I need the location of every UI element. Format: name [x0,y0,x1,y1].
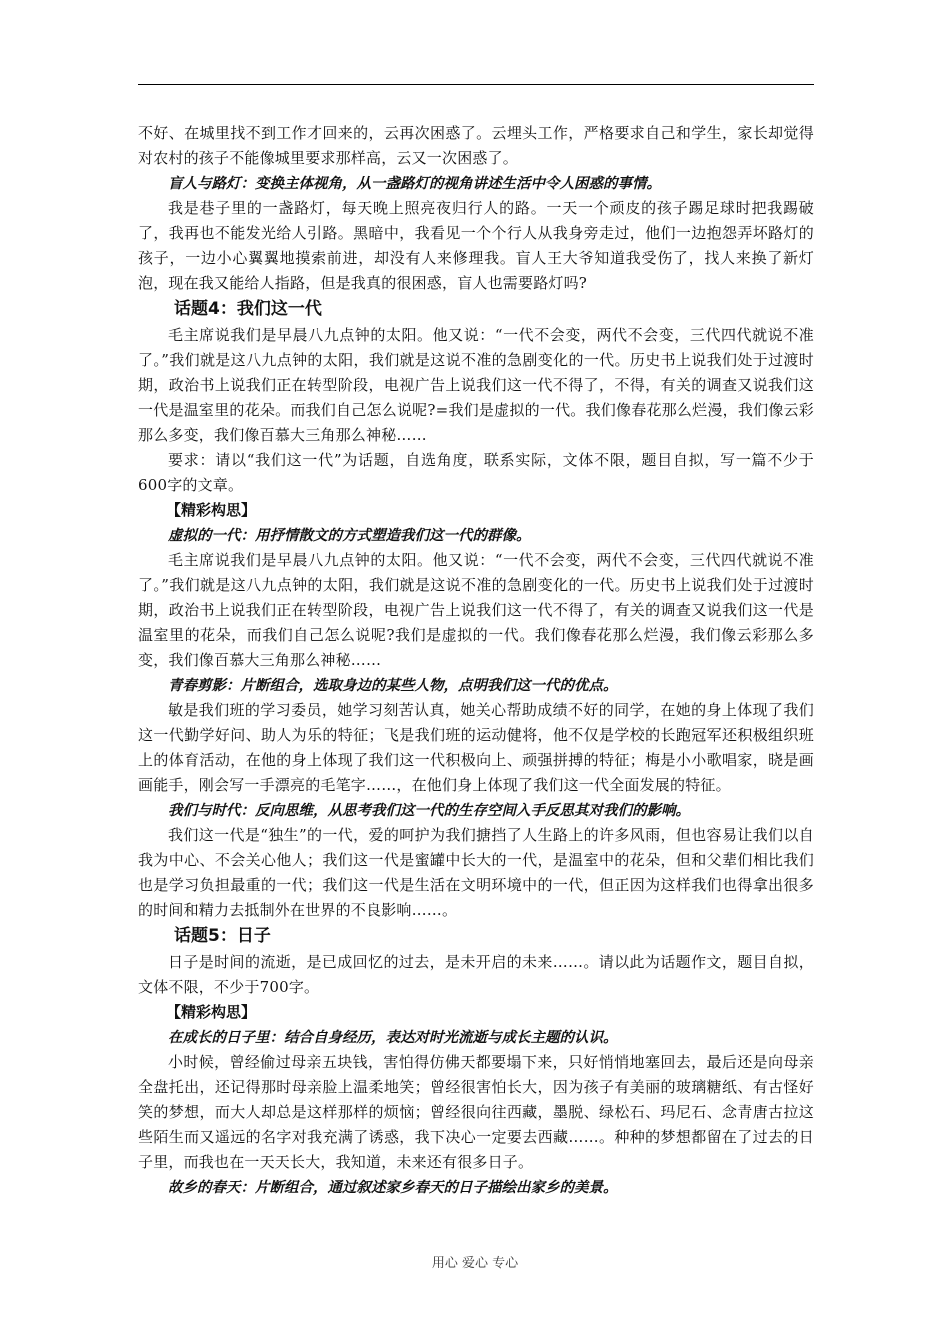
topic-5-heading: 话题5：日子 [174,926,271,946]
subheading-growing-days: 在成长的日子里：结合自身经历，表达对时光流逝与成长主题的认识。 [168,1029,618,1046]
page-body [138,121,814,1200]
paragraph-continuation: 不好、在城里找不到工作才回来的，云再次困惑了。云埋头工作，严格要求自己和学生，家长却觉得对农村的孩子不能像城里要求那样高，云又一次困惑了。 [138,124,814,167]
subheading-us-and-era: 我们与时代：反向思维，从思考我们这一代的生存空间入手反思其对我们的影响。 [168,802,690,819]
paragraph-growing-days: 小时候，曾经偷过母亲五块钱，害怕得仿佛天都要塌下来，只好悄悄地塞回去，最后还是向母亲全盘托出，还记得那时母亲脸上温柔地笑；曾经很害怕长大，因为孩子有美丽的玻璃糖纸、有古怪好笑的梦想，而大人却总是这样那样的烦恼；曾经很向往西藏，墨脱、绿松石、玛尼石、念青唐古拉这些陌生而又遥远的名字对我充满了诱惑，我下决心一定要去西藏……。种种的梦想都留在了过去的日子里，而我也在一天天长大，我知道，未来还有很多日子。 [138,1053,814,1171]
paragraph-topic5-intro: 日子是时间的流逝，是已成回忆的过去，是未开启的未来……。请以此为话题作文，题目自拟，文体不限，不少于700字。 [138,953,814,996]
paragraph-youth-silhouettes: 敏是我们班的学习委员，她学习刻苦认真，她关心帮助成绩不好的同学，在她的身上体现了我们这一代勤学好问、助人为乐的特征；飞是我们班的运动健将，他不仅是学校的长跑冠军还积极组织班上的体育活动，在他的身上体现了我们这一代积极向上、顽强拼搏的特征；梅是小小歌唱家，晓是画画能手，刚会写一手漂亮的毛笔字……，在他们身上体现了我们这一代全面发展的特征。 [138,701,814,794]
subheading-blind-and-streetlight: 盲人与路灯：变换主体视角，从一盏路灯的视角讲述生活中令人困惑的事情。 [168,175,661,192]
topic-4-heading: 话题4：我们这一代 [174,299,322,319]
subheading-youth-silhouettes: 青春剪影：片断组合，选取身边的某些人物，点明我们这一代的优点。 [168,677,618,694]
subheading-virtual-generation: 虚拟的一代：用抒情散文的方式塑造我们这一代的群像。 [168,527,531,544]
paragraph-topic4-intro: 毛主席说我们是早晨八九点钟的太阳。他又说：“一代不会变，两代不会变，三代四代就说不准了。”我们就是这八九点钟的太阳，我们就是这说不准的急剧变化的一代。历史书上说我们处于过渡时期，政治书上说我们正在转型阶段，电视广告上说我们这一代不得了，不得，有关的调查又说我们这一代是温室里的花朵。而我们自己怎么说呢?=我们是虚拟的一代。我们像春花那么烂漫，我们像云彩那么多变，我们像百慕大三角那么神秘…… [138,326,814,444]
subheading-hometown-spring: 故乡的春天：片断组合，通过叙述家乡春天的日子描绘出家乡的美景。 [168,1179,618,1196]
header-rule [138,84,814,85]
paragraph-us-and-era: 我们这一代是“独生”的一代，爱的呵护为我们搪挡了人生路上的许多风雨，但也容易让我们以自我为中心、不会关心他人；我们这一代是蜜罐中长大的一代，是温室中的花朵，但和父辈们相比我们也是学习负担最重的一代；我们这一代是生活在文明环境中的一代，但正因为这样我们也得拿出很多的时间和精力去抵制外在世界的不良影响……。 [138,826,814,919]
page-footer: 用心 爱心 专心 [431,1256,519,1271]
paragraph-virtual-generation: 毛主席说我们是早晨八九点钟的太阳。他又说：“一代不会变，两代不会变，三代四代就说不准了。”我们就是这八九点钟的太阳，我们就是这说不准的急剧变化的一代。历史书上说我们处于过渡时期，政治书上说我们正在转型阶段，电视广告上说我们这一代不得了，有关的调查又说我们这一代是温室里的花朵，而我们自己怎么说呢?我们是虚拟的一代。我们像春花那么烂漫，我们像云彩那么多变，我们像百慕大三角那么神秘…… [138,551,814,669]
paragraph-topic4-requirement: 要求：请以“我们这一代”为话题，自选角度，联系实际，文体不限，题目自拟，写一篇不少于600字的文章。 [138,451,814,494]
paragraph-streetlight: 我是巷子里的一盏路灯，每天晚上照亮夜归行人的路。一天一个顽皮的孩子踢足球时把我踢破了，我再也不能发光给人引路。黑暗中，我看见一个个行人从我身旁走过，他们一边抱怨弄坏路灯的孩子，一边小心翼翼地摸索前进，却没有人来修理我。盲人王大爷知道我受伤了，找人来换了新灯泡，现在我又能给人指路，但是我真的很困惑，盲人也需要路灯吗? [138,199,814,292]
section-label-ideas: 【精彩构思】 [166,1003,257,1021]
section-label-ideas: 【精彩构思】 [166,501,257,519]
